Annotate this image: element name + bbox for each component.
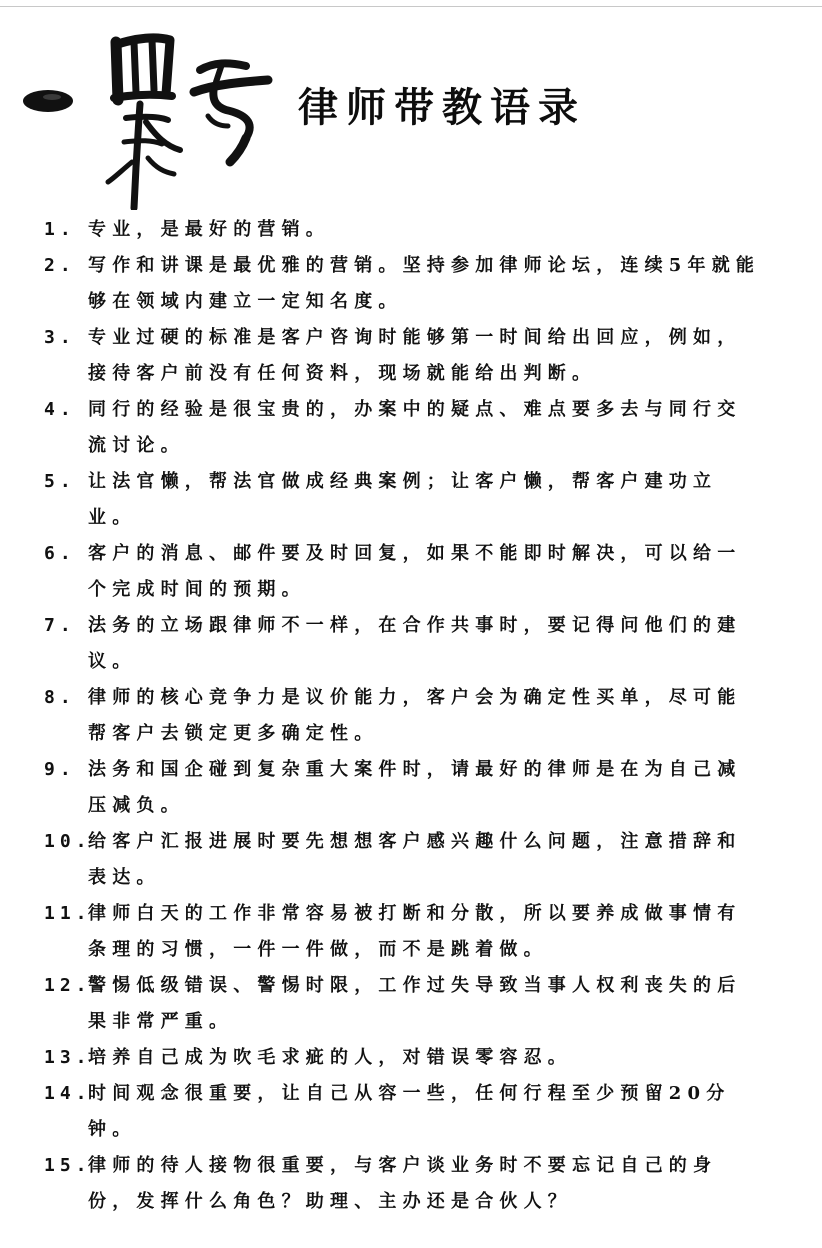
item-text: 法务的立场跟律师不一样，在合作共事时，要记得问他们的建议。	[88, 615, 742, 672]
item-text: 专业过硬的标准是客户咨询时能够第一时间给出回应，例如，接待客户前没有任何资料，现场就能给出判断。	[88, 327, 742, 384]
item-number: 12.	[44, 975, 92, 996]
item-number: 9.	[44, 759, 76, 780]
item-number: 13.	[44, 1047, 92, 1068]
list-item	[44, 824, 764, 896]
item-number: 6.	[44, 543, 76, 564]
list-item	[44, 896, 764, 968]
item-number: 1.	[44, 219, 76, 240]
item-text: 律师的核心竞争力是议价能力，客户会为确定性买单，尽可能帮客户去锁定更多确定性。	[88, 687, 742, 744]
item-number: 11.	[44, 903, 92, 924]
top-divider	[0, 6, 822, 7]
quote-list	[44, 212, 764, 1220]
list-item	[44, 1148, 764, 1220]
list-item	[44, 680, 764, 752]
calligraphy-brush-logo-icon	[96, 22, 276, 210]
item-number: 3.	[44, 327, 76, 348]
item-text: 警惕低级错误、警惕时限，工作过失导致当事人权利丧失的后果非常严重。	[88, 975, 742, 1032]
item-text: 让法官懒，帮法官做成经典案例；让客户懒，帮客户建功立业。	[88, 471, 718, 528]
item-number: 2.	[44, 255, 76, 276]
item-text: 法务和国企碰到复杂重大案件时，请最好的律师是在为自己减压减负。	[88, 759, 742, 816]
page-header	[0, 10, 822, 210]
item-number: 14.	[44, 1083, 92, 1104]
item-number: 7.	[44, 615, 76, 636]
list-item	[44, 752, 764, 824]
item-text: 培养自己成为吹毛求疵的人，对错误零容忍。	[88, 1047, 572, 1068]
item-number: 8.	[44, 687, 76, 708]
list-item	[44, 212, 764, 248]
list-item	[44, 392, 764, 464]
item-number: 5.	[44, 471, 76, 492]
item-text: 写作和讲课是最优雅的营销。坚持参加律师论坛，连续5年就能够在领域内建立一定知名度。	[88, 255, 761, 312]
item-number: 10.	[44, 831, 92, 852]
list-item	[44, 248, 764, 320]
ink-dot-icon	[22, 88, 74, 114]
list-item	[44, 1076, 764, 1148]
page-title: 律师带教语录	[298, 84, 586, 131]
list-item	[44, 968, 764, 1040]
item-text: 同行的经验是很宝贵的，办案中的疑点、难点要多去与同行交流讨论。	[88, 399, 742, 456]
item-text: 专业，是最好的营销。	[88, 219, 330, 240]
list-item	[44, 608, 764, 680]
list-item	[44, 536, 764, 608]
item-text: 客户的消息、邮件要及时回复，如果不能即时解决，可以给一个完成时间的预期。	[88, 543, 742, 600]
item-text: 律师的待人接物很重要，与客户谈业务时不要忘记自己的身份，发挥什么角色？助理、主办还是合伙人？	[88, 1155, 718, 1212]
item-text: 律师白天的工作非常容易被打断和分散，所以要养成做事情有条理的习惯，一件一件做，而不是跳着做。	[88, 903, 742, 960]
item-number: 4.	[44, 399, 76, 420]
list-item	[44, 320, 764, 392]
item-text: 时间观念很重要，让自己从容一些，任何行程至少预留20分钟。	[88, 1083, 731, 1140]
list-item	[44, 1040, 764, 1076]
list-item	[44, 464, 764, 536]
item-text: 给客户汇报进展时要先想想客户感兴趣什么问题，注意措辞和表达。	[88, 831, 742, 888]
item-number: 15.	[44, 1155, 92, 1176]
